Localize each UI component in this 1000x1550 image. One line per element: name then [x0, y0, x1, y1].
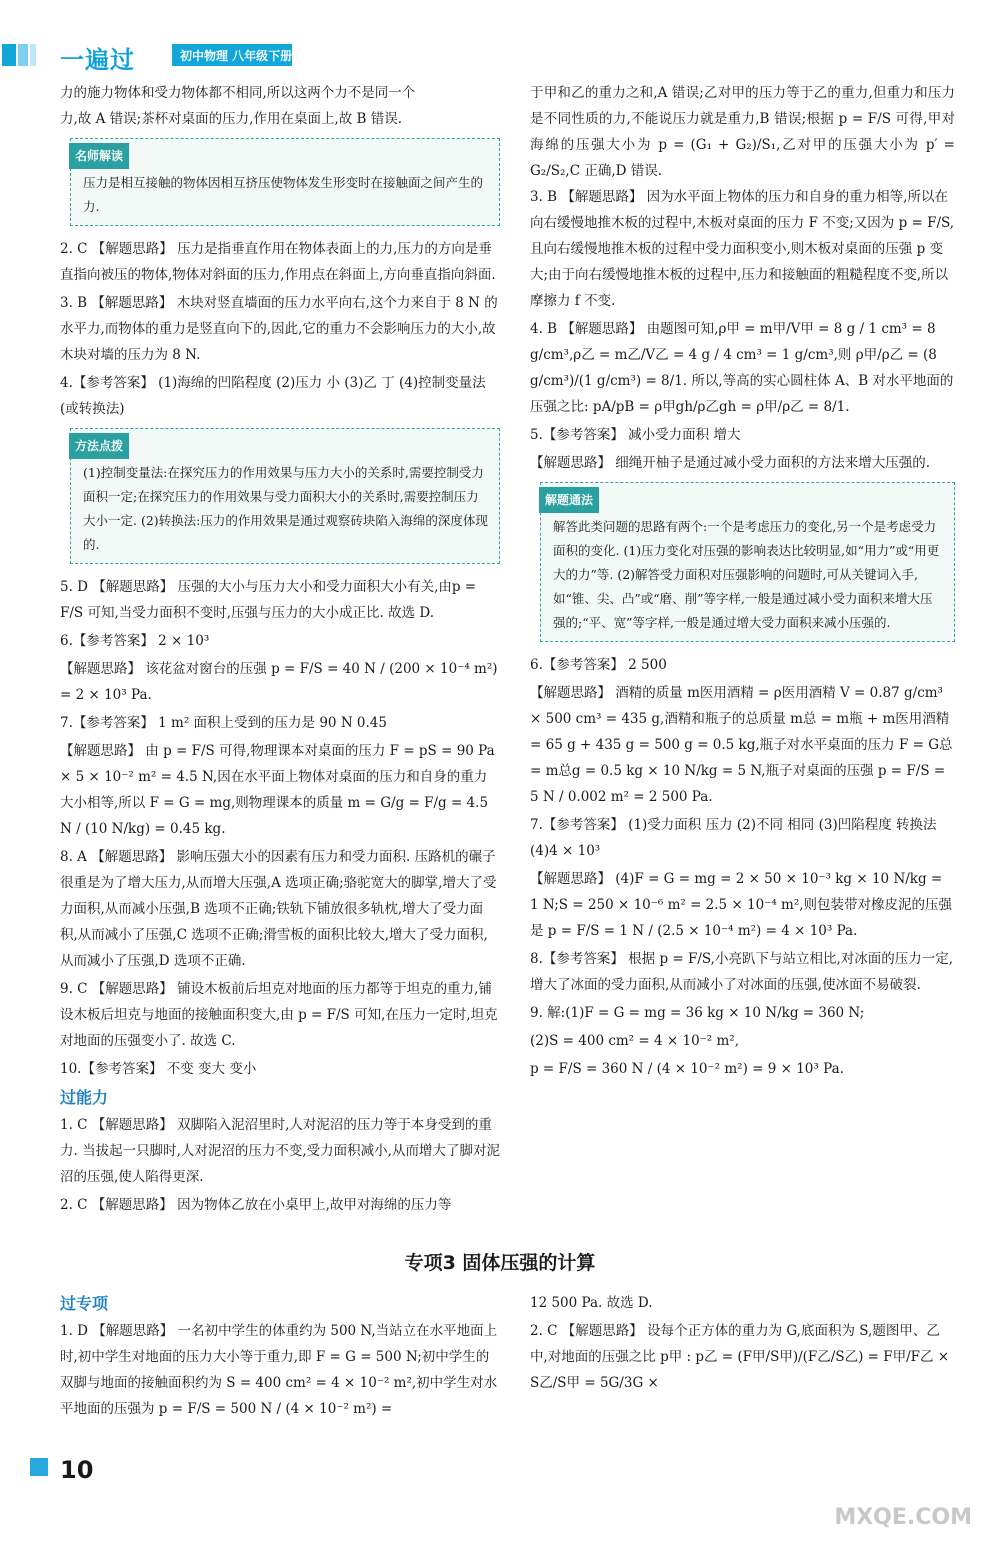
special-item-1: 1. D 【解题思路】 一名初中学生的体重约为 500 N,当站立在水平地面上时,初中学生对地面的压力大小等于重力,即 F = G = 500 N;初中学生的双脚与地面的接触面积约为 S = 400 cm² = 4 × 10⁻² m²,初中学生对水平地面的压强为 p = F/S = 500 N / (4 × 10⁻² m²) =	[60, 1323, 498, 1417]
right-column	[530, 80, 955, 1084]
brand-title: 一遍过	[60, 46, 135, 74]
ability-item-6a: 6.【参考答案】 2 500	[530, 657, 667, 673]
section-heading-zhuanxiang: 过专项	[60, 1294, 109, 1313]
ability-item-7b: 【解题思路】 (4)F = G = mg = 2 × 50 × 10⁻³ kg × 10 N/kg = 1 N;S = 250 × 10⁻⁶ m² = 2.5 × 10⁻⁴ m²,则包装带对橡皮泥的压强是 p = F/S = 1 N / (2.5 × 10⁻⁴ m²) = 4 × 10³ Pa.	[530, 871, 953, 939]
ability-item-5b: 【解题思路】 细绳开柚子是通过减小受力面积的方法来增大压强的.	[530, 455, 931, 471]
answer-item-5: 5. D 【解题思路】 压强的大小与压力大小和受力面积大小有关,由p = F/S 可知,当受力面积不变时,压强与压力的大小成正比. 故选 D.	[60, 579, 477, 621]
answer-item-8: 8. A 【解题思路】 影响压强大小的因素有压力和受力面积. 压路机的碾子很重是为了增大压力,从而增大压强,A 选项正确;骆驼宽大的脚掌,增大了受力面积,从而减小压强,B 选项不正确;铁轨下铺放很多轨枕,增大了受力面积,从而减小了压强,C 选项不正确;滑雪板的面积比较大,增大了受力面积,从而减小了压强,D 选项不正确.	[60, 849, 497, 969]
ability-item-8: 8.【参考答案】 根据 p = F/S,小亮趴下与站立相比,对冰面的压力一定,增大了冰面的受力面积,从而减小了对冰面的压强,使冰面不易破裂.	[530, 951, 954, 993]
section-title: 专项3 固体压强的计算	[404, 1252, 596, 1274]
section-heading-nengli: 过能力	[60, 1088, 109, 1107]
answer-item-10: 10.【参考答案】 不变 变大 变小	[60, 1061, 257, 1077]
ability-item-9c: p = F/S = 360 N / (4 × 10⁻² m²) = 9 × 10³ Pa.	[530, 1061, 844, 1077]
tip-tag-mingshi: 名师解读	[69, 143, 129, 169]
tip-text-jieti: 解答此类问题的思路有两个:一个是考虑压力的变化,另一个是考虑受力面积的变化. (1)压力变化对压强的影响表达比较明显,如“用力”或“用更大的力”等. (2)解答受力面积对压强影响的问题时,可从关键词入手,如“锥、尖、凸”或“磨、削”等字样,一般是通过减小受力面积来增大压强的;“平、宽”等字样,一般是通过增大受力面积来减小压强的.	[553, 519, 940, 630]
left-para-0a: 力的施力物体和受力物体都不相同,所以这两个力不是同一个	[60, 85, 416, 101]
right-para-0: 于甲和乙的重力之和,A 错误;乙对甲的压力等于乙的重力,但重力和压力是不同性质的力,不能说压力就是重力,B 错误;根据 p = F/S 可得,甲对海绵的压强大小为 p = (G₁ + G₂)/S₁,乙对甲的压强大小为 p′ = G₂/S₂,C 正确,D 错误.	[530, 85, 955, 179]
ability-item-9b: (2)S = 400 cm² = 4 × 10⁻² m²,	[530, 1033, 739, 1049]
tip-text-mingshi: 压力是相互接触的物体因相互挤压使物体发生形变时在接触面之间产生的力.	[83, 175, 484, 214]
ability-item-4: 4. B 【解题思路】 由题图可知,ρ甲 = m甲/V甲 = 8 g / 1 cm³ = 8 g/cm³,ρ乙 = m乙/V乙 = 4 g / 4 cm³ = 1 g/cm³,则 ρ甲/ρ乙 = (8 g/cm³)/(1 g/cm³) = 8/1. 所以,等高的实心圆柱体 A、B 对水平地面的压强之比: pA/pB = ρ甲gh/ρ乙gh = ρ甲/ρ乙 = 8/1.	[530, 321, 954, 415]
ability-item-7a: 7.【参考答案】 (1)受力面积 压力 (2)不同 相同 (3)凹陷程度 转换法 (4)4 × 10³	[530, 817, 937, 859]
special-item-2: 2. C 【解题思路】 设每个正方体的重力为 G,底面积为 S,题图甲、乙中,对地面的压强之比 p甲 : p乙 = (F甲/S甲)/(F乙/S乙) = F甲/F乙 × S乙/S甲 = 5G/3G ×	[530, 1323, 950, 1391]
answer-item-3: 3. B 【解题思路】 木块对竖直墙面的压力水平向右,这个力来自于 8 N 的水平力,而物体的重力是竖直向下的,因此,它的重力不会影响压力的大小,故木块对墙的压力为 8 N.	[60, 295, 498, 363]
left-column	[60, 80, 500, 1220]
answer-item-6a: 6.【参考答案】 2 × 10³	[60, 633, 210, 649]
answer-item-7b: 【解题思路】 由 p = F/S 可得,物理课本对桌面的压力 F = pS = 90 Pa × 5 × 10⁻² m² = 4.5 N,因在水平面上物体对桌面的压力和自身的重力大小相等,所以 F = G = mg,则物理课本的质量 m = G/g = F/g = 4.5 N / (10 N/kg) = 0.45 kg.	[60, 743, 495, 837]
answer-item-4: 4.【参考答案】 (1)海绵的凹陷程度 (2)压力 小 (3)乙 丁 (4)控制变量法(或转换法)	[60, 375, 486, 417]
ability-item-6b: 【解题思路】 酒精的质量 m医用酒精 = ρ医用酒精 V = 0.87 g/cm³ × 500 cm³ = 435 g,酒精和瓶子的总质量 m总 = m瓶 + m医用酒精 = 65 g + 435 g = 500 g = 0.5 kg,瓶子对水平桌面的压力 F = G总 = m总g = 0.5 kg × 10 N/kg = 5 N,瓶子对桌面的压强 p = F/S = 5 N / 0.002 m² = 2 500 Pa.	[530, 685, 953, 805]
answer-item-6b: 【解题思路】 该花盆对窗台的压强 p = F/S = 40 N / (200 × 10⁻⁴ m²) = 2 × 10³ Pa.	[60, 661, 498, 703]
header-band: 初中物理 八年级下册 HK	[172, 44, 292, 66]
ability-item-1: 1. C 【解题思路】 双脚陷入泥沼里时,人对泥沼的压力等于本身受到的重力. 当拔起一只脚时,人对泥沼的压力不变,受力面积减小,从而增大了脚对泥沼的压强,使人陷得更深.	[60, 1117, 500, 1185]
left-para-0b: 力,故 A 错误;茶杯对桌面的压力,作用在桌面上,故 B 错误.	[60, 111, 403, 127]
ability-item-9a: 9. 解:(1)F = G = mg = 36 kg × 10 N/kg = 360 N;	[530, 1005, 865, 1021]
answer-item-2: 2. C 【解题思路】 压力是指垂直作用在物体表面上的力,压力的方向是垂直指向被压的物体,物体对斜面的压力,作用点在斜面上,方向垂直指向斜面.	[60, 241, 496, 283]
page-marker-icon	[30, 1458, 48, 1476]
bottom-left-column	[60, 1290, 500, 1424]
special-item-1-cont: 12 500 Pa. 故选 D.	[530, 1295, 653, 1311]
ability-item-5a: 5.【参考答案】 减小受力面积 增大	[530, 427, 741, 443]
page-header	[0, 40, 1000, 74]
tip-tag-fangfa: 方法点拨	[69, 433, 129, 459]
tip-box-fangfa	[70, 428, 500, 564]
answer-item-9: 9. C 【解题思路】 铺设木板前后坦克对地面的压力都等于坦克的重力,铺设木板后坦克与地面的接触面积变大,由 p = F/S 可知,在压力一定时,坦克对地面的压强变小了. 故选 C.	[60, 981, 498, 1049]
bottom-right-column	[530, 1290, 955, 1398]
watermark: MXQE.COM	[834, 1505, 972, 1530]
tip-box-jieti	[540, 482, 955, 642]
tip-text-fangfa: (1)控制变量法:在探究压力的作用效果与压力大小的关系时,需要控制受力面积一定;在探究压力的作用效果与受力面积大小的关系时,需要控制压力大小一定. (2)转换法:压力的作用效果是通过观察砖块陷入海绵的深度体现的.	[83, 465, 488, 552]
tip-box-mingshi	[70, 138, 500, 226]
page-number: 10	[60, 1456, 94, 1484]
ability-item-3: 3. B 【解题思路】 因为水平面上物体的压力和自身的重力相等,所以在向右缓慢地推木板的过程中,木板对桌面的压力 F 不变;又因为 p = F/S,且向右缓慢地推木板的过程中受力面积变小,则木板对桌面的压强 p 变大;由于向右缓慢地推木板的过程中,压力和接触面的粗糙程度不变,所以摩擦力 f 不变.	[530, 189, 955, 309]
ability-item-2: 2. C 【解题思路】 因为物体乙放在小桌甲上,故甲对海绵的压力等	[60, 1197, 452, 1213]
tip-tag-jieti: 解题通法	[539, 487, 599, 513]
answer-item-7a: 7.【参考答案】 1 m² 面积上受到的压力是 90 N 0.45	[60, 715, 387, 731]
